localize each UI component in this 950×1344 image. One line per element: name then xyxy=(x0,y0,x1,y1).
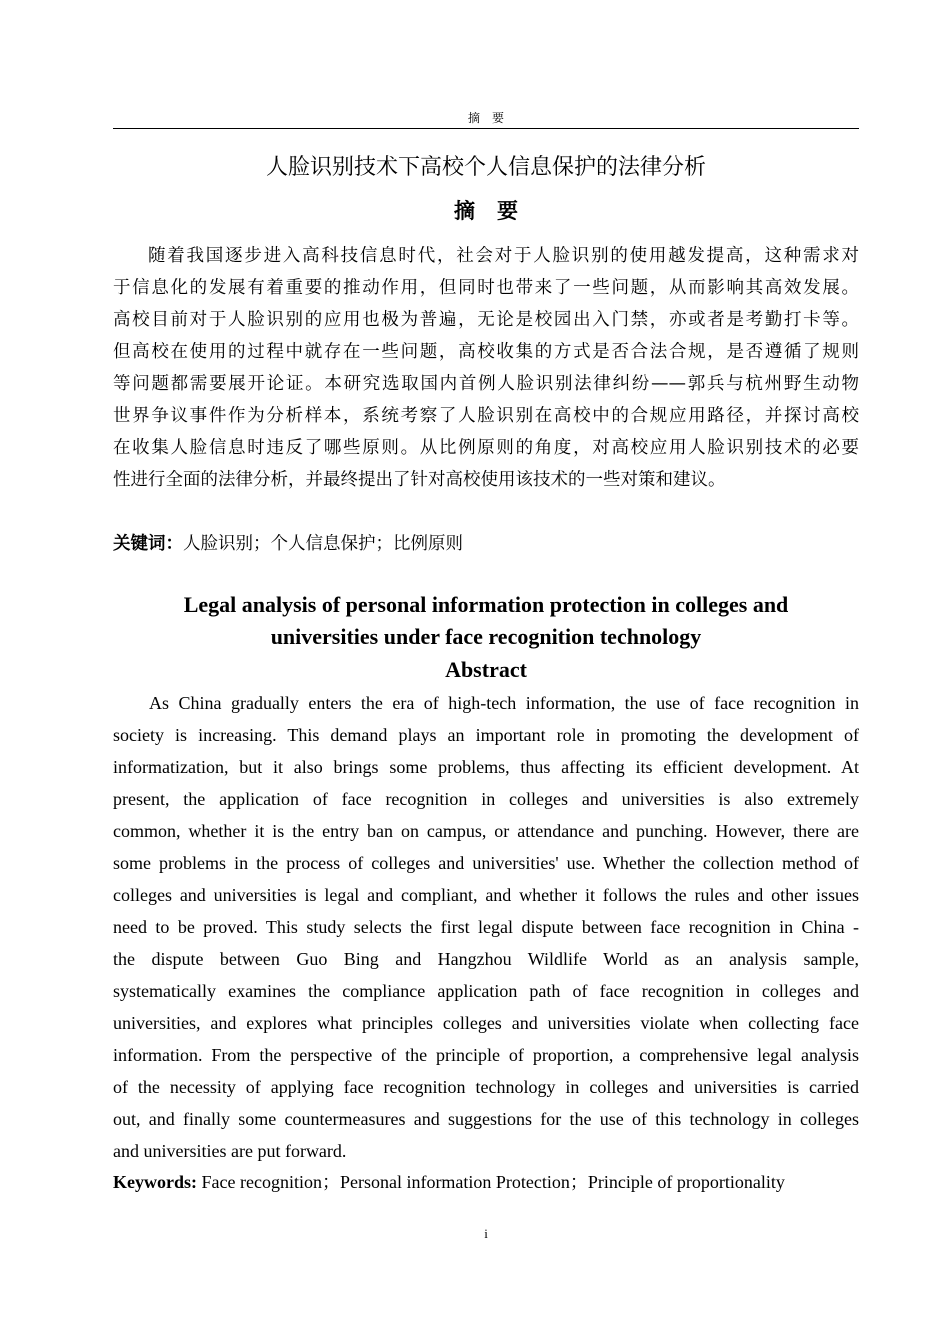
chinese-abstract-heading: 摘要 xyxy=(454,199,540,223)
text-line: of the necessity of applying face recognition technology in colleges and universities is carried xyxy=(113,1077,859,1097)
text-line: 等问题都需要展开论证。本研究选取国内首例人脸识别法律纠纷——郭兵与杭州野生动物 xyxy=(113,374,859,394)
page-number: i xyxy=(484,1226,488,1241)
text-line: systematically examines the compliance application path of face recognition in colleges and xyxy=(113,981,859,1001)
text-line: universities, and explores what principles colleges and universities violate when collecting face xyxy=(113,1013,859,1033)
english-abstract-body xyxy=(113,687,859,1167)
text-line: 世界争议事件作为分析样本，系统考察了人脸识别在高校中的合规应用路径，并探讨高校 xyxy=(113,406,859,426)
text-line: society is increasing. This demand plays an important role in promoting the development of xyxy=(113,725,859,745)
english-title xyxy=(113,589,859,653)
chinese-keywords-text: 人脸识别；个人信息保护；比例原则 xyxy=(183,534,463,554)
chinese-keywords-label: 关键词： xyxy=(113,534,183,554)
english-abstract-heading: Abstract xyxy=(445,657,527,682)
text-line: 高校目前对于人脸识别的应用也极为普遍，无论是校园出入门禁，亦或者是考勤打卡等。 xyxy=(113,310,859,330)
text-line: information. From the perspective of the principle of proportion, a comprehensive legal analysis xyxy=(113,1045,859,1065)
text-line: need to be proved. This study selects the first legal dispute between face recognition in China - xyxy=(113,917,859,937)
english-keywords-label: Keywords: xyxy=(113,1172,197,1192)
text-line: common, whether it is the entry ban on campus, or attendance and punching. However, there are xyxy=(113,821,859,841)
text-line: As China gradually enters the era of high-tech information, the use of face recognition in xyxy=(149,693,859,713)
chinese-title: 人脸识别技术下高校个人信息保护的法律分析 xyxy=(265,155,706,180)
text-line: colleges and universities is legal and compliant, and whether it follows the rules and other issues xyxy=(113,885,859,905)
chinese-keywords xyxy=(113,528,463,560)
text-line: the dispute between Guo Bing and Hangzhou Wildlife World as an analysis sample, xyxy=(113,949,859,969)
text-line: and universities are put forward. xyxy=(113,1141,347,1161)
running-header: 摘要 xyxy=(467,111,516,125)
text-line: 性进行全面的法律分析，并最终提出了针对高校使用该技术的一些对策和建议。 xyxy=(113,470,726,490)
text-line: 在收集人脸信息时违反了哪些原则。从比例原则的角度，对高校应用人脸识别技术的必要 xyxy=(113,438,859,458)
english-keywords-text: Face recognition；Personal information Protection；Principle of proportionality xyxy=(197,1172,785,1192)
text-line: present, the application of face recognition in colleges and universities is also extremely xyxy=(113,789,859,809)
text-line: informatization, but it also brings some problems, thus affecting its efficient development. At xyxy=(113,757,859,777)
english-title-line: universities under face recognition technology xyxy=(270,624,702,649)
header-rule xyxy=(113,128,859,129)
english-title-line: Legal analysis of personal information protection in colleges and xyxy=(183,592,789,617)
text-line: 随着我国逐步进入高科技信息时代，社会对于人脸识别的使用越发提高，这种需求对 xyxy=(148,246,859,266)
english-keywords xyxy=(113,1166,785,1198)
text-line: out, and finally some countermeasures and suggestions for the use of this technology in colleges xyxy=(113,1109,859,1129)
text-line: some problems in the process of colleges and universities' use. Whether the collection method of xyxy=(113,853,859,873)
chinese-abstract-body xyxy=(113,240,859,496)
text-line: 于信息化的发展有着重要的推动作用，但同时也带来了一些问题，从而影响其高效发展。 xyxy=(113,278,859,298)
text-line: 但高校在使用的过程中就存在一些问题，高校收集的方式是否合法合规，是否遵循了规则 xyxy=(113,342,859,362)
